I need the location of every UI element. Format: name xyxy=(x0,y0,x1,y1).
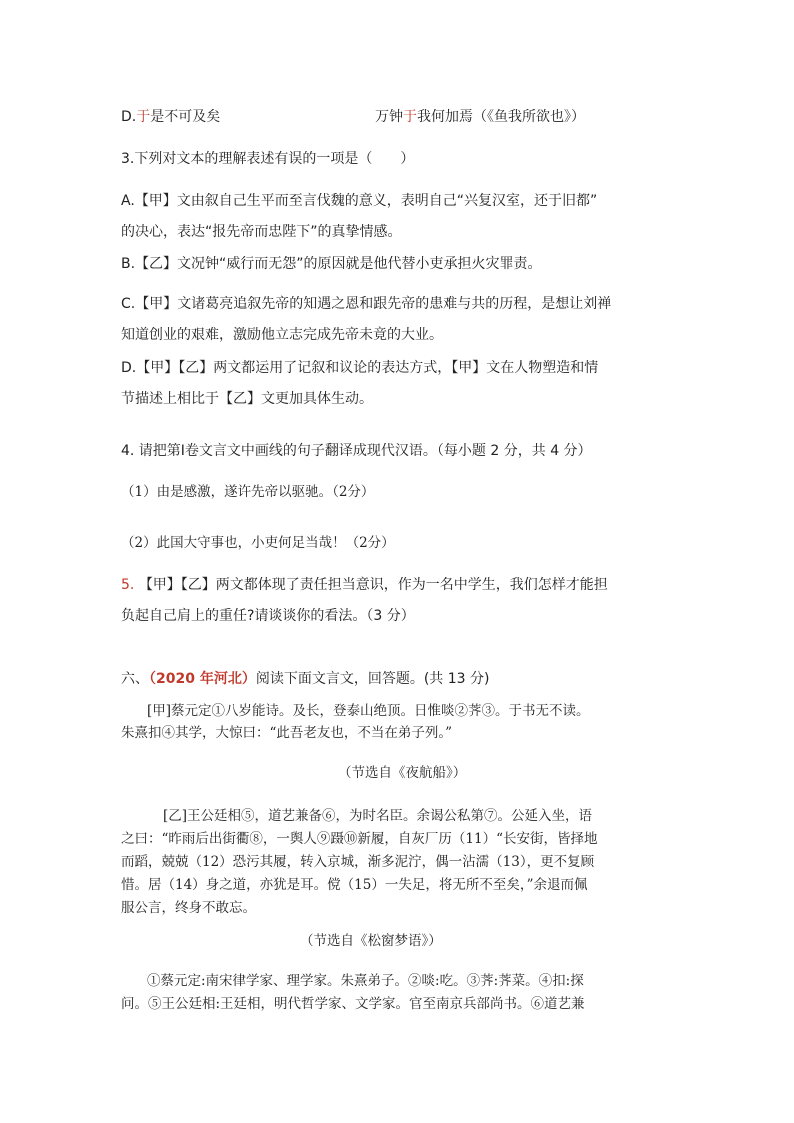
section6-heading xyxy=(121,669,489,689)
notes-line2: 问。⑤王公廷相:王廷相，明代哲学家、文学家。官至南京兵部尚书。⑥道艺兼 xyxy=(121,996,585,1012)
yi-text-line2: 之曰：“昨雨后出街衢⑧，一舆人⑨蹑⑩新履，自灰厂历（11）“长安街，皆择地 xyxy=(121,831,598,847)
q3-option-a-line2: 的决心，表达“报先帝而忠陛下”的真挚情感。 xyxy=(121,224,402,240)
section6-instruction: 阅读下面文言文，回答题。(共 13 分) xyxy=(255,671,490,687)
q3-option-b: B.【乙】文况钟“威行而无怨”的原因就是他代替小吏承担火灾罪责。 xyxy=(121,256,542,272)
q5-line2: 负起自己肩上的重任?请谈谈你的看法。（3 分） xyxy=(121,608,415,624)
q2-option-d-left xyxy=(121,107,220,127)
yi-text-line3: 而蹈，兢兢（12）恐污其履，转入京城，渐多泥泞，偶一沾濡（13），更不复顾 xyxy=(121,854,595,870)
yi-text-line1: [乙]王公廷相⑤，道艺兼备⑥，为时名臣。余谒公私第⑦。公延入坐，语 xyxy=(163,808,593,824)
q5-number: 5. xyxy=(121,577,135,593)
q2-right-yu-char: 于 xyxy=(403,109,417,125)
notes-line1: ①蔡元定:南宋律学家、理学家。朱熹弟子。②啖:吃。③荠:荠菜。④扣:探 xyxy=(147,973,584,989)
q2-right-pre: 万钟 xyxy=(375,109,403,125)
q3-option-d-line2: 节描述上相比于【乙】文更加具体生动。 xyxy=(121,391,373,407)
q3-option-c-line1: C.【甲】文诸葛亮追叙先帝的知遇之恩和跟先帝的患难与共的历程，是想让刘禅 xyxy=(121,296,612,312)
q5-text-line1: 【甲】【乙】两文都体现了责任担当意识，作为一名中学生，我们怎样才能担 xyxy=(138,577,608,593)
q5-line1 xyxy=(121,575,608,595)
q4-sentence-1: （1）由是感激，遂许先帝以驱驰。（2分） xyxy=(121,484,375,500)
yi-text-line4: 惜。居（14）身之道，亦犹是耳。傥（15）一失足，将无所不至矣，”余退而佩 xyxy=(121,877,588,893)
q3-option-d-line1: D.【甲】【乙】两文都运用了记叙和议论的表达方式，【甲】文在人物塑造和情 xyxy=(121,360,599,376)
section6-source: （2020 年河北） xyxy=(149,671,256,687)
q2-left-rest: 是不可及矣 xyxy=(150,109,221,125)
jia-source: （节选自《夜航船》） xyxy=(338,765,467,781)
jia-text-line2: 朱熹扣④其学，大惊曰：“此吾老友也，不当在弟子列。” xyxy=(121,725,453,741)
q4-stem: 4. 请把第Ⅰ卷文言文中画线的句子翻译成现代汉语。（每小题 2 分，共 4 分） xyxy=(121,443,592,459)
q3-stem: 3.下列对文本的理解表述有误的一项是（ ） xyxy=(121,151,415,167)
section6-prefix: 六、 xyxy=(121,671,149,687)
jia-text-line1: [甲]蔡元定①八岁能诗。及长，登泰山绝顶。日惟啖②荠③。于书无不读。 xyxy=(147,703,590,719)
q4-sentence-2: （2）此国大守事也，小吏何足当哉！（2分） xyxy=(121,535,395,551)
q2-right-rest: 我何加焉（《鱼我所欲也》） xyxy=(417,109,585,125)
q2-option-d-right xyxy=(375,107,585,127)
yi-text-line5: 服公言，终身不敢忘。 xyxy=(121,900,256,916)
q3-option-c-line2: 知道创业的艰难，激励他立志完成先帝未竟的大业。 xyxy=(121,327,443,343)
yi-source: （节选自《松窗梦语》） xyxy=(300,933,442,949)
q3-option-a-line1: A.【甲】文由叙自己生平而至言伐魏的意义，表明自己“兴复汉室，还于旧都” xyxy=(121,193,598,209)
q2-yu-char: 于 xyxy=(136,109,151,125)
q2-label-prefix: D. xyxy=(121,109,137,125)
